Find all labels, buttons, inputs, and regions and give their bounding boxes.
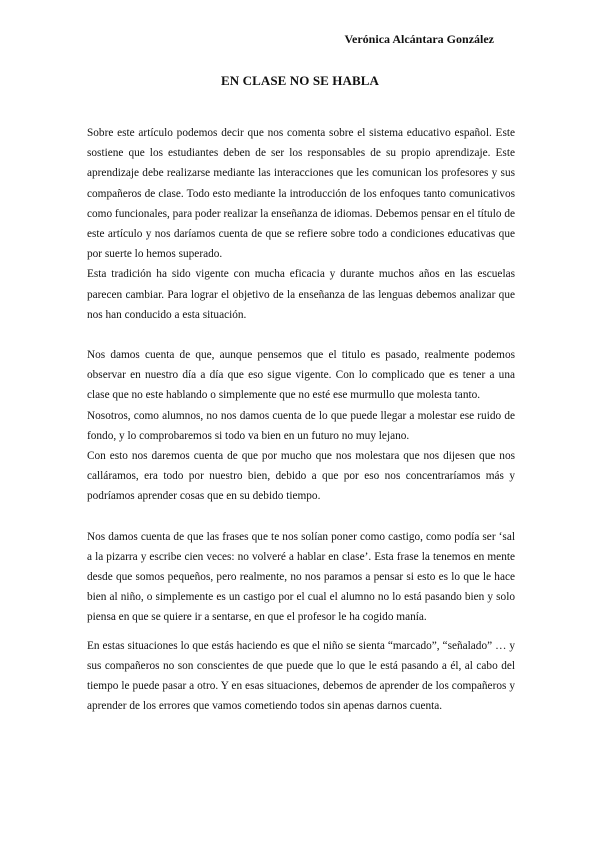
author-name: Verónica Alcántara González (344, 32, 494, 46)
paragraph-4: Nosotros, como alumnos, no nos damos cuenta de lo que puede llegar a molestar ese ruido de fondo, y lo comprobaremos si todo va bien en un futuro no muy lejano. (87, 409, 515, 442)
paragraph-6: Nos damos cuenta de que las frases que te nos solían poner como castigo, como podía ser ‘sal a la pizarra y escribe cien veces: no volveré a hablar en clase’. Esta frase la tenemos en mente desde que somos pequeños, pero realmente, no nos paramos a pensar si esto es lo que le hace bien al niño, o simplemente es un castigo por el cual el alumno no lo está pasando bien y solo piensa en que se quiere ir a sentarse, en que el profesor le ha cogido manía. (87, 530, 515, 624)
paragraph-3: Nos damos cuenta de que, aunque pensemos que el titulo es pasado, realmente podemos observar en nuestro día a día que eso sigue vigente. Con lo complicado que es tener a una clase que no este hablando o simplemente que no esté ese murmullo que molesta tanto. (87, 349, 515, 402)
document-body (87, 123, 515, 716)
paragraph-2: Esta tradición ha sido vigente con mucha eficacia y durante muchos años en las escuelas parecen cambiar. Para lograr el objetivo de la enseñanza de las lenguas debemos analizar que nos han conducido a esta situación. (87, 268, 515, 321)
paragraph-1: Sobre este artículo podemos decir que nos comenta sobre el sistema educativo español. Este sostiene que los estudiantes deben de ser los responsables de su propio aprendizaje. Este aprendizaje debe realizarse mediante las interacciones que les comunican los profesores y sus compañeros de clase. Todo esto mediante la introducción de los enfoques tanto comunicativos como funcionales, para poder realizar la enseñanza de idiomas. Debemos pensar en el título de este artículo y nos daríamos cuenta de que se refiere sobre todo a condiciones educativas que por suerte lo hemos superado. (87, 127, 515, 261)
paragraph-7: En estas situaciones lo que estás haciendo es que el niño se sienta “marcado”, “señalado” … y sus compañeros no son conscientes de que puede que lo que le está pasando a él, al cabo del tiempo le puede pasar a otro. Y en esas situaciones, debemos de aprender de los compañeros y aprender de los errores que vamos cometiendo todos sin apenas darnos cuenta. (87, 639, 515, 713)
paragraph-5: Con esto nos daremos cuenta de que por mucho que nos molestara que nos dijesen que nos calláramos, era todo por nuestro bien, debido a que por eso nos concentraríamos más y podríamos aprender cosas que en su debido tiempo. (87, 450, 515, 503)
document-title: EN CLASE NO SE HABLA (220, 73, 380, 88)
